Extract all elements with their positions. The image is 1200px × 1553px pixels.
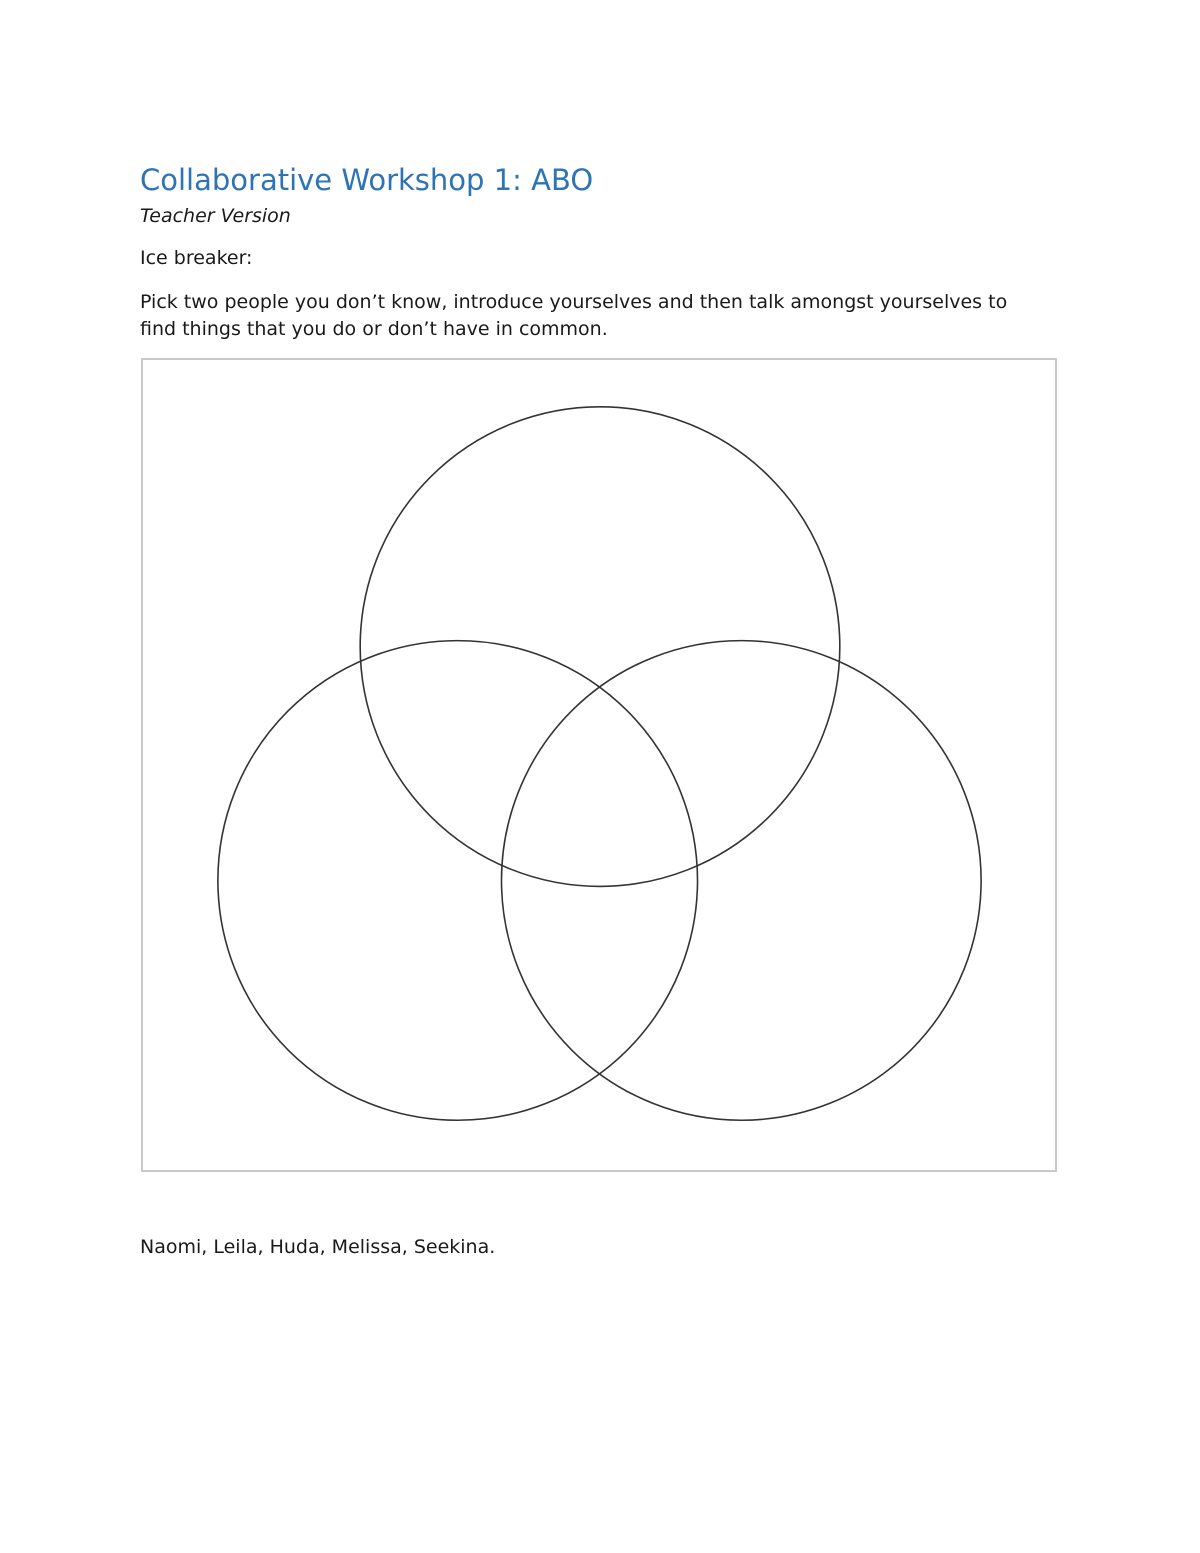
venn-circle-top [360,407,840,887]
venn-circle-left [218,641,698,1121]
instructions-paragraph: Pick two people you don’t know, introduce yourselves and then talk amongst yourselves to find things that you do or don’t have in common. [140,291,1008,340]
participant-names: Naomi, Leila, Huda, Melissa, Seekina. [140,1236,496,1258]
venn-diagram [143,360,1055,1170]
document-title: Collaborative Workshop 1: ABO [140,163,594,197]
venn-circle-right [501,641,981,1121]
document-subtitle: Teacher Version [140,205,291,227]
venn-diagram-frame [141,358,1057,1172]
section-label: Ice breaker: [140,247,253,269]
